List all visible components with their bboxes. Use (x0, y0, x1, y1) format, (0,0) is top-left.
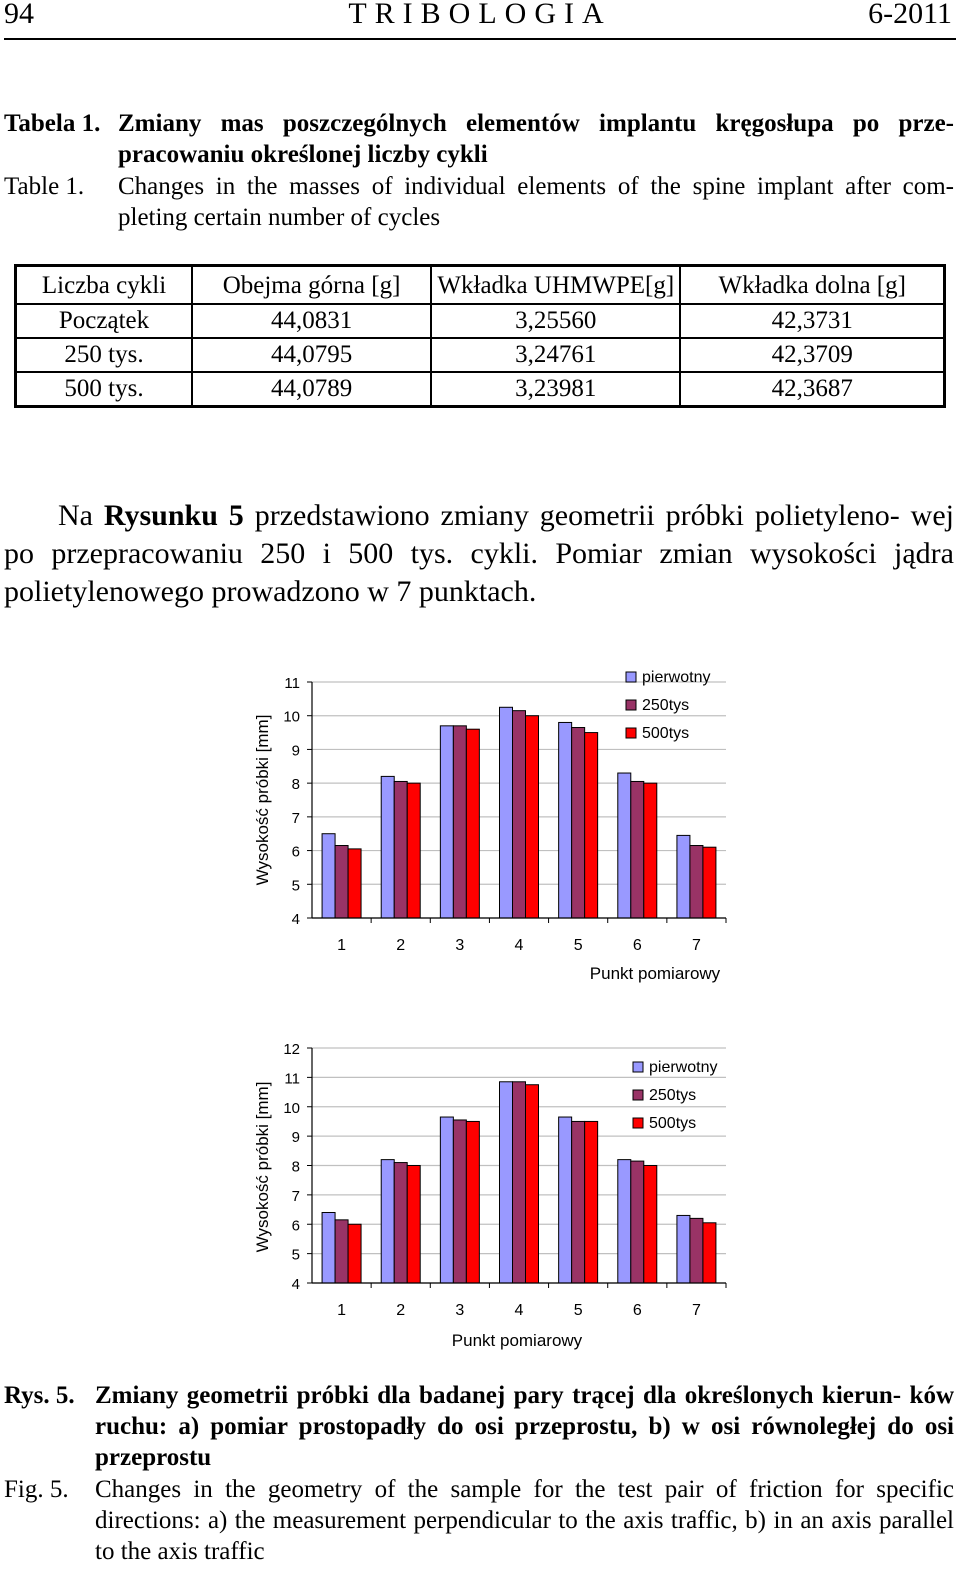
y-tick-label: 7 (291, 809, 300, 827)
legend-label: 500tys (642, 725, 690, 742)
table-cell: 3,24761 (431, 338, 680, 372)
bar-pierwotny (381, 1160, 394, 1283)
table-cell: 500 tys. (16, 372, 193, 407)
legend-label: 250tys (649, 1087, 697, 1104)
x-tick-label: 2 (396, 1302, 406, 1319)
bar-500tys (348, 1224, 361, 1283)
bar-pierwotny (381, 776, 394, 918)
table-cell: 42,3709 (680, 338, 944, 372)
y-tick-label: 10 (283, 708, 300, 726)
bar-pierwotny (618, 1160, 631, 1283)
bar-500tys (644, 783, 657, 918)
legend-swatch (626, 700, 636, 710)
header-rule (4, 38, 956, 40)
table-caption-en (4, 171, 954, 233)
table-header-cell: Wkładka UHMWPE[g] (431, 266, 680, 305)
body-paragraph (4, 497, 954, 611)
table-row (16, 304, 945, 338)
table-cell: 44,0795 (192, 338, 431, 372)
legend-swatch (626, 728, 636, 738)
bar-500tys (585, 733, 598, 918)
table-cell: 250 tys. (16, 338, 193, 372)
table-caption-en-label: Table 1. (4, 173, 85, 200)
figure-caption-pl-text: Zmiany geometrii próbki dla badanej pary trącej dla określonych kierun- ków ruchu: a) pomiar prostopadły do osi przeprostu, b) w osi równoległej do osi przeprostu (95, 1382, 954, 1471)
legend-swatch (633, 1090, 643, 1100)
bar-250tys (513, 711, 526, 918)
bar-500tys (407, 1166, 420, 1284)
journal-title: TRIBOLOGIA (348, 0, 612, 30)
table-caption-pl-text: Zmiany mas poszczególnych elementów implantu kręgosłupa po prze- pracowaniu określonej liczby cykli (118, 110, 954, 168)
issue-number: 6-2011 (868, 0, 952, 30)
x-tick-label: 1 (337, 937, 347, 954)
table-caption-pl (4, 108, 954, 170)
bar-250tys (335, 1220, 348, 1283)
bar-250tys (453, 1120, 466, 1283)
table-cell: 3,25560 (431, 304, 680, 338)
bar-500tys (585, 1121, 598, 1283)
table-cell: 44,0831 (192, 304, 431, 338)
table-cell: 42,3731 (680, 304, 944, 338)
y-tick-label: 6 (291, 843, 300, 861)
y-tick-label: 12 (283, 1041, 300, 1058)
bar-500tys (644, 1166, 657, 1284)
table-cell: 42,3687 (680, 372, 944, 407)
bar-pierwotny (500, 707, 513, 918)
y-tick-label: 11 (284, 1070, 300, 1088)
x-tick-label: 5 (573, 1302, 583, 1319)
bar-250tys (453, 726, 466, 918)
y-axis-label: Wysokość próbki [mm] (253, 1081, 272, 1253)
figure-caption-pl (4, 1380, 954, 1473)
x-tick-label: 7 (691, 937, 701, 954)
table-caption-en-text: Changes in the masses of individual elements of the spine implant after com- pleting certain number of cycles (118, 173, 954, 231)
x-axis-label: Punkt pomiarowy (451, 1331, 583, 1350)
figure-caption-pl-label: Rys. 5. (4, 1382, 75, 1409)
bar-pierwotny (500, 1082, 513, 1283)
legend-label: 250tys (642, 697, 690, 714)
table-cell: Początek (16, 304, 193, 338)
bar-chart-b (230, 1030, 750, 1360)
legend-swatch (633, 1062, 643, 1072)
y-tick-label: 8 (291, 776, 300, 794)
y-tick-label: 4 (291, 1276, 300, 1293)
y-tick-label: 5 (291, 877, 300, 895)
bar-250tys (513, 1082, 526, 1283)
y-tick-label: 9 (291, 1129, 300, 1147)
bar-pierwotny (559, 722, 572, 918)
figure-caption-en (4, 1474, 954, 1567)
y-axis-label: Wysokość próbki [mm] (253, 714, 272, 886)
legend-label: 500tys (649, 1115, 697, 1132)
bar-500tys (703, 847, 716, 918)
bar-500tys (526, 716, 539, 918)
bar-pierwotny (440, 726, 453, 918)
y-tick-label: 7 (291, 1187, 300, 1205)
x-tick-label: 7 (691, 1302, 701, 1319)
x-tick-label: 3 (455, 1302, 465, 1319)
bar-250tys (572, 1121, 585, 1283)
bar-250tys (631, 781, 644, 918)
paragraph-text: Na (58, 499, 104, 532)
bar-250tys (335, 846, 348, 918)
table-cell: 3,23981 (431, 372, 680, 407)
bar-250tys (394, 781, 407, 918)
y-tick-label: 8 (291, 1158, 300, 1176)
table-cell: 44,0789 (192, 372, 431, 407)
x-tick-label: 5 (573, 937, 583, 954)
y-tick-label: 5 (291, 1246, 300, 1264)
bar-250tys (690, 1218, 703, 1283)
legend-label: pierwotny (649, 1059, 718, 1076)
bar-pierwotny (440, 1117, 453, 1283)
bar-pierwotny (322, 1213, 335, 1284)
bar-500tys (526, 1085, 539, 1283)
table-header-cell: Liczba cykli (16, 266, 193, 305)
x-tick-label: 6 (632, 937, 642, 954)
bar-250tys (394, 1163, 407, 1283)
figure-reference: Rysunku 5 (103, 499, 244, 532)
table-header-cell: Wkładka dolna [g] (680, 266, 944, 305)
paragraph-text: przedstawiono zmiany geometrii próbki polietyleno- wej po przepracowaniu 250 i 500 tys. cykli. Pomiar zmian wysokości jądra polietylenowego prowadzono w 7 punktach. (4, 499, 955, 608)
y-tick-label: 10 (283, 1099, 300, 1117)
legend-label: pierwotny (642, 669, 711, 686)
x-tick-label: 1 (337, 1302, 347, 1319)
bar-250tys (631, 1161, 644, 1283)
y-tick-label: 11 (284, 675, 300, 692)
table-row (16, 338, 945, 372)
bar-pierwotny (618, 773, 631, 918)
bar-pierwotny (677, 835, 690, 918)
x-tick-label: 2 (396, 937, 406, 954)
bar-pierwotny (677, 1215, 690, 1283)
x-axis-label: Punkt pomiarowy (589, 964, 721, 983)
bar-pierwotny (559, 1117, 572, 1283)
bar-chart-a (230, 660, 750, 990)
y-tick-label: 4 (291, 911, 300, 928)
mass-table (14, 264, 946, 408)
y-tick-label: 9 (291, 742, 300, 760)
y-tick-label: 6 (291, 1217, 300, 1235)
bar-250tys (690, 846, 703, 918)
x-tick-label: 6 (632, 1302, 642, 1319)
legend-swatch (633, 1118, 643, 1128)
table-header-cell: Obejma górna [g] (192, 266, 431, 305)
bar-500tys (466, 729, 479, 918)
figure-caption-en-text: Changes in the geometry of the sample for the test pair of friction for specific directions: a) the measurement perpendicular to the axis traffic, b) in an axis parallel to the axis traffic (95, 1476, 954, 1565)
bar-250tys (572, 728, 585, 918)
bar-500tys (407, 783, 420, 918)
table-header-row (16, 266, 945, 305)
bar-pierwotny (322, 834, 335, 918)
x-tick-label: 4 (514, 937, 524, 954)
table-caption-pl-label: Tabela 1. (4, 110, 101, 137)
x-tick-label: 4 (514, 1302, 524, 1319)
bar-500tys (348, 849, 361, 918)
x-tick-label: 3 (455, 937, 465, 954)
table-row (16, 372, 945, 407)
page-number: 94 (4, 0, 34, 30)
legend-swatch (626, 672, 636, 682)
bar-500tys (703, 1223, 716, 1283)
bar-500tys (466, 1121, 479, 1283)
figure-caption-en-label: Fig. 5. (4, 1476, 69, 1503)
